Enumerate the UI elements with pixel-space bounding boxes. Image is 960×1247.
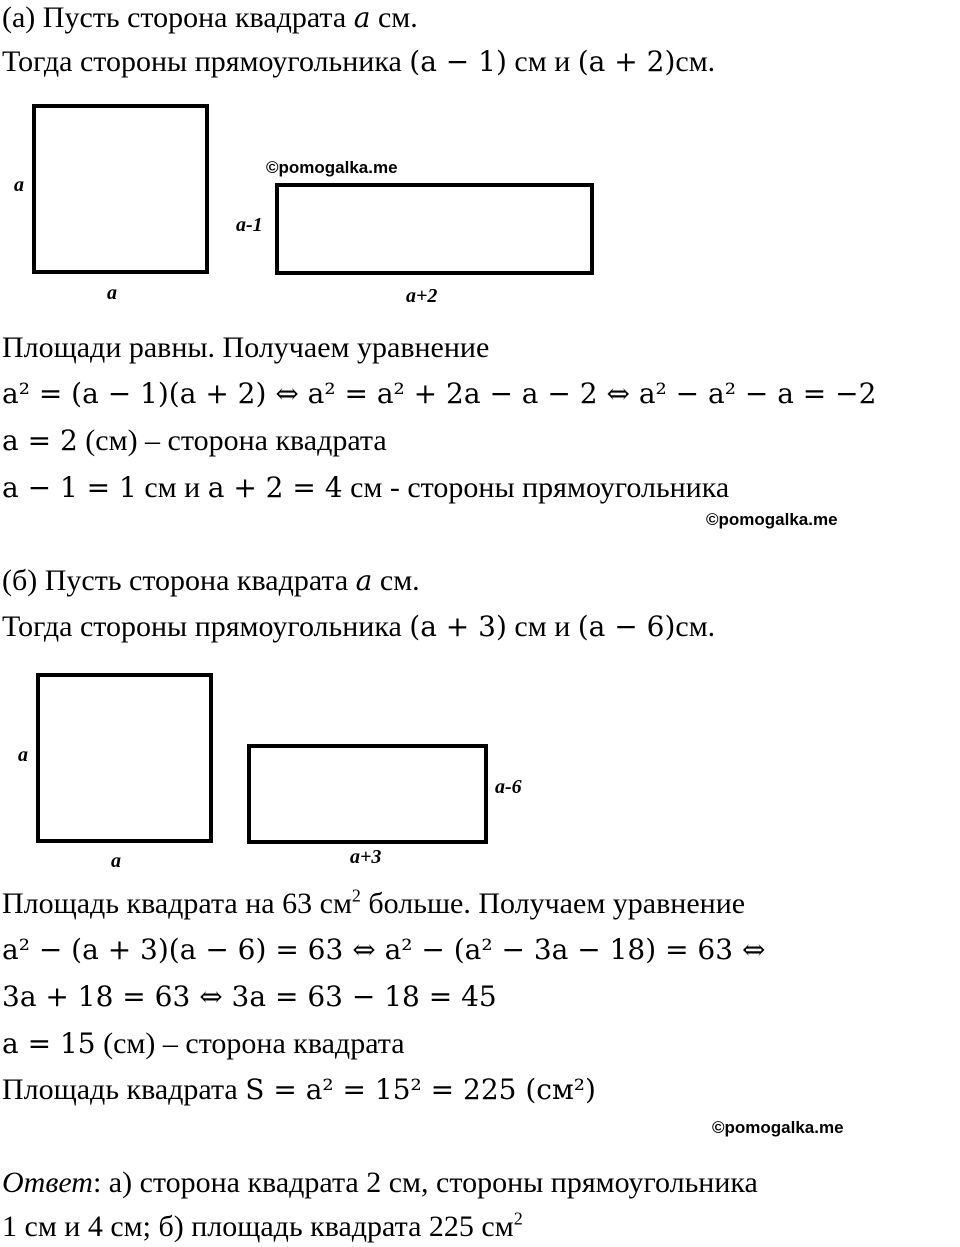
part-a-square-bottom-label: a <box>107 282 117 304</box>
part-a-result-math: a = 2 <box>2 424 78 457</box>
part-a-sides-line <box>2 470 729 506</box>
part-a-intro: (а) Пусть сторона квадрата <box>2 1 347 34</box>
part-a-then: Тогда стороны прямоугольника <box>2 45 402 78</box>
watermark-3: ©pomogalka.me <box>712 1118 844 1137</box>
part-b-rectangle <box>247 744 488 844</box>
answer-text-2: 1 см и 4 см; б) площадь квадрата 225 см <box>2 1210 514 1243</box>
part-a-sides-text2: см - стороны прямоугольника <box>342 471 730 504</box>
part-b-square <box>36 673 213 843</box>
answer-sup: 2 <box>513 1208 523 1229</box>
part-b-rect-right-label: a-6 <box>495 776 522 798</box>
part-b-area-diff-line <box>2 886 745 922</box>
part-b-result-text: (см) – сторона квадрата <box>95 1027 405 1060</box>
part-b-then: Тогда стороны прямоугольника <box>2 610 402 643</box>
answer-label: Ответ <box>2 1166 93 1199</box>
part-b-rect-bottom-label: a+3 <box>350 846 382 868</box>
part-a-unit: см. <box>370 1 418 34</box>
part-a-square-left-label: a <box>14 174 24 196</box>
part-a-rectangle <box>275 183 594 275</box>
part-b-area-diff-post: больше. Получаем уравнение <box>360 887 746 920</box>
part-b-intro-line <box>2 563 420 599</box>
part-b-area-math: S = a² = 15² = 225 (см²) <box>245 1073 596 1106</box>
answer-line-1 <box>2 1165 758 1201</box>
part-b-unit2: см. <box>675 610 716 643</box>
part-a-intro-line <box>2 0 418 36</box>
part-a-unit2: см. <box>675 45 716 78</box>
part-b-area-text: Площадь квадрата <box>2 1073 246 1106</box>
part-b-unit: см. <box>372 564 420 597</box>
part-b-result-math: a = 15 <box>2 1027 96 1060</box>
answer-text-1: : а) сторона квадрата 2 см, стороны прямоугольника <box>92 1166 758 1199</box>
part-b-side2: (a − 6) <box>577 610 676 643</box>
part-a-sides-text1: см и <box>136 471 208 504</box>
part-b-equation-1: a² − (a + 3)(a − 6) = 63 ⇔ a² − (a² − 3a − 18) = 63 ⇔ <box>2 933 766 966</box>
part-b-area-diff-sup: 2 <box>351 885 361 906</box>
part-a-square <box>32 104 209 274</box>
part-a-then-line <box>2 44 715 80</box>
part-a-var: a <box>353 1 371 34</box>
part-b-equation-2: 3a + 18 = 63 ⇔ 3a = 63 − 18 = 45 <box>2 980 497 1013</box>
part-b-var: a <box>355 564 373 597</box>
part-a-side1: (a − 1) <box>409 45 507 78</box>
part-a-joiner: см и <box>506 45 578 78</box>
part-a-areas-equal: Площади равны. Получаем уравнение <box>2 331 490 364</box>
part-a-rect-left-label: a-1 <box>236 214 263 236</box>
part-b-area-diff-pre: Площадь квадрата на 63 см <box>2 887 352 920</box>
watermark-2: ©pomogalka.me <box>706 510 838 529</box>
part-b-side1: (a + 3) <box>409 610 507 643</box>
part-b-then-line <box>2 609 715 645</box>
watermark-1: ©pomogalka.me <box>266 158 398 177</box>
answer-line-2 <box>2 1209 523 1245</box>
part-b-joiner: см и <box>506 610 578 643</box>
part-b-square-left-label: a <box>18 744 28 766</box>
part-a-result-line <box>2 423 387 459</box>
part-a-sides-math1: a − 1 = 1 <box>2 471 137 504</box>
part-b-square-bottom-label: a <box>111 850 121 872</box>
part-b-result-line <box>2 1026 405 1062</box>
part-a-sides-math2: a + 2 = 4 <box>207 471 343 504</box>
part-a-result-text: (см) – сторона квадрата <box>77 424 387 457</box>
part-a-rect-bottom-label: a+2 <box>406 285 438 307</box>
part-b-intro: (б) Пусть сторона квадрата <box>2 564 349 597</box>
part-a-side2: (a + 2) <box>577 45 676 78</box>
part-a-equation: a² = (a − 1)(a + 2) ⇔ a² = a² + 2a − a − 2 ⇔ a² − a² − a = −2 <box>2 377 877 410</box>
part-b-area-line <box>2 1072 596 1108</box>
